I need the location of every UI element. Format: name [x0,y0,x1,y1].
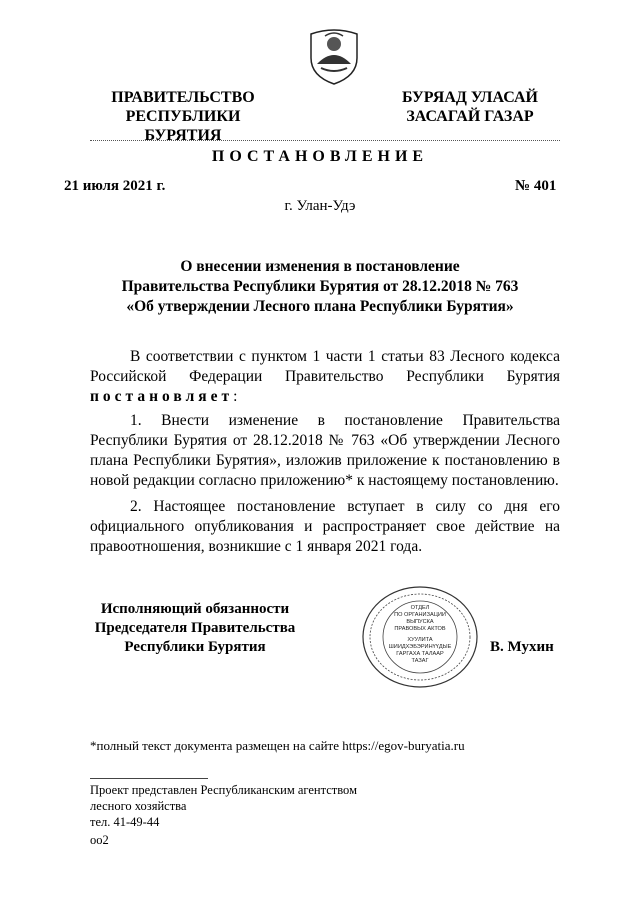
document-city: г. Улан-Удэ [284,198,356,214]
footer-line2: лесного хозяйства [90,799,187,813]
footer-line1: Проект представлен Республиканским агентством [90,783,357,797]
stamp-text-2: ПО ОРГАНИЗАЦИИ [394,612,446,618]
document-number: № 401 [515,178,557,194]
header-right-line1: БУРЯАД УЛАСАЙ [402,89,538,106]
coat-of-arms-emblem [303,24,365,86]
document-heading [60,257,580,317]
header-left-line2: РЕСПУБЛИКИ БУРЯТИЯ [125,108,241,144]
intro-end: : [233,388,238,405]
stamp-text-8: ТАЗАГ [411,658,429,664]
signatory-position [80,600,310,657]
official-stamp [360,585,480,690]
intro-paragraph [90,347,560,407]
footnote: *полный текст документа размещен на сайте https://egov-buryatia.ru [90,738,465,753]
stamp-text-5: ХУУЛИТА [407,637,433,643]
stamp-text-4: ПРАВОВЫХ АКТОВ [394,626,446,632]
intro-text: В соответствии с пунктом 1 части 1 статьи 83 Лесного кодекса Российской Федерации Правительство Республики Бурятия [90,348,560,385]
header-divider [90,140,560,141]
footer-info [90,782,357,830]
signatory-name: В. Мухин [490,639,554,655]
stamp-text-1: ОТДЕЛ [410,605,430,611]
footer-line3: тел. 41-49-44 [90,815,160,829]
stamp-text-3: ВЫПУСКА [406,619,434,625]
document-date: 21 июля 2021 г. [64,178,166,194]
document-type: ПОСТАНОВЛЕНИЕ [211,148,429,165]
header-left [88,88,278,145]
footer-divider [90,778,208,779]
signatory-line1: Исполняющий обязанности [100,601,290,617]
signatory-line3: Республики Бурятия [124,639,266,655]
intro-emph: постановляет [90,388,234,405]
stamp-text-7: ГАРГАХА ТАЛААР [396,651,444,657]
footer-code: оо2 [90,833,109,847]
header-right-line2: ЗАСАГАЙ ГАЗАР [406,108,534,125]
header-left-line1: ПРАВИТЕЛЬСТВО [111,89,255,106]
stamp-text-6: ШИИДХЭБЭРИНҮҮДЫЕ [388,644,452,650]
signatory-line2: Председателя Правительства [94,620,296,636]
heading-line2: Правительства Республики Бурятия от 28.12.2018 № 763 [121,278,519,295]
header-right [395,88,545,126]
item-2-paragraph: 2. Настоящее постановление вступает в силу со дня его официального опубликования и распространяет свое действие на правоотношения, возникшие с 1 января 2021 года. [90,498,560,555]
heading-line1: О внесении изменения в постановление [180,258,460,275]
heading-line3: «Об утверждении Лесного плана Республики Бурятия» [126,298,514,315]
item-1-paragraph: 1. Внести изменение в постановление Правительства Республики Бурятия от 28.12.2018 № 763 «Об утверждении Лесного плана Республики Бурятия», изложив приложение к постановлению в новой редакции согласно приложению* к настоящему постановлению. [90,412,560,489]
